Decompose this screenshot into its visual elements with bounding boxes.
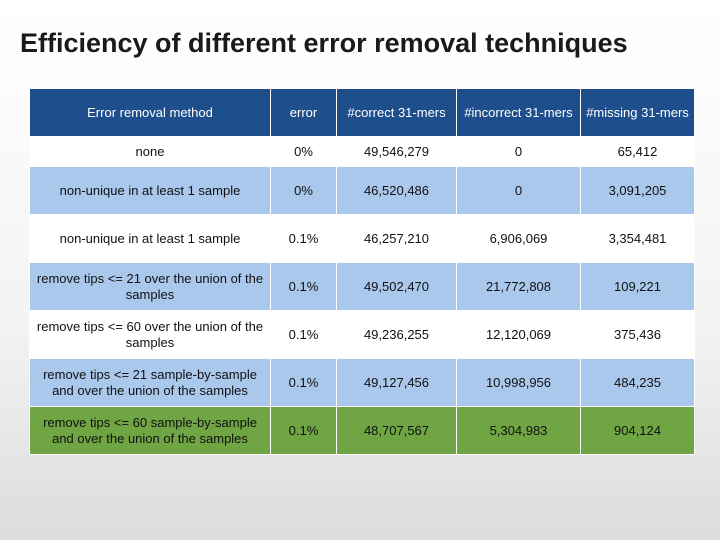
cell-missing: 65,412 bbox=[581, 137, 695, 167]
cell-incorrect: 10,998,956 bbox=[457, 359, 581, 407]
table-row bbox=[30, 263, 695, 311]
cell-missing: 3,091,205 bbox=[581, 167, 695, 215]
results-table bbox=[29, 88, 695, 455]
slide-title: Efficiency of different error removal techniques bbox=[20, 28, 628, 58]
table-row bbox=[30, 311, 695, 359]
cell-method: non-unique in at least 1 sample bbox=[30, 215, 271, 263]
cell-incorrect: 5,304,983 bbox=[457, 407, 581, 455]
cell-correct: 49,236,255 bbox=[337, 311, 457, 359]
cell-correct: 49,546,279 bbox=[337, 137, 457, 167]
cell-correct: 48,707,567 bbox=[337, 407, 457, 455]
table-row bbox=[30, 407, 695, 455]
header-missing: #missing 31-mers bbox=[581, 89, 695, 137]
cell-missing: 484,235 bbox=[581, 359, 695, 407]
cell-error: 0.1% bbox=[271, 359, 337, 407]
table-row bbox=[30, 167, 695, 215]
cell-error: 0.1% bbox=[271, 311, 337, 359]
cell-correct: 46,520,486 bbox=[337, 167, 457, 215]
cell-method: remove tips <= 60 over the union of the samples bbox=[30, 311, 271, 359]
header-incorrect: #incorrect 31-mers bbox=[457, 89, 581, 137]
table-row bbox=[30, 215, 695, 263]
cell-error: 0.1% bbox=[271, 263, 337, 311]
cell-incorrect: 0 bbox=[457, 167, 581, 215]
cell-incorrect: 6,906,069 bbox=[457, 215, 581, 263]
header-correct: #correct 31-mers bbox=[337, 89, 457, 137]
cell-error: 0% bbox=[271, 137, 337, 167]
cell-method: remove tips <= 21 over the union of the samples bbox=[30, 263, 271, 311]
header-method: Error removal method bbox=[30, 89, 271, 137]
header-error: error bbox=[271, 89, 337, 137]
table-row bbox=[30, 359, 695, 407]
cell-incorrect: 21,772,808 bbox=[457, 263, 581, 311]
cell-missing: 904,124 bbox=[581, 407, 695, 455]
cell-correct: 49,127,456 bbox=[337, 359, 457, 407]
cell-missing: 375,436 bbox=[581, 311, 695, 359]
cell-missing: 3,354,481 bbox=[581, 215, 695, 263]
cell-correct: 46,257,210 bbox=[337, 215, 457, 263]
cell-error: 0.1% bbox=[271, 407, 337, 455]
cell-incorrect: 12,120,069 bbox=[457, 311, 581, 359]
cell-missing: 109,221 bbox=[581, 263, 695, 311]
cell-error: 0% bbox=[271, 167, 337, 215]
cell-method: remove tips <= 21 sample-by-sample and over the union of the samples bbox=[30, 359, 271, 407]
cell-incorrect: 0 bbox=[457, 137, 581, 167]
cell-error: 0.1% bbox=[271, 215, 337, 263]
table-header-row bbox=[30, 89, 695, 137]
cell-method: none bbox=[30, 137, 271, 167]
table-row bbox=[30, 137, 695, 167]
cell-correct: 49,502,470 bbox=[337, 263, 457, 311]
cell-method: remove tips <= 60 sample-by-sample and over the union of the samples bbox=[30, 407, 271, 455]
cell-method: non-unique in at least 1 sample bbox=[30, 167, 271, 215]
